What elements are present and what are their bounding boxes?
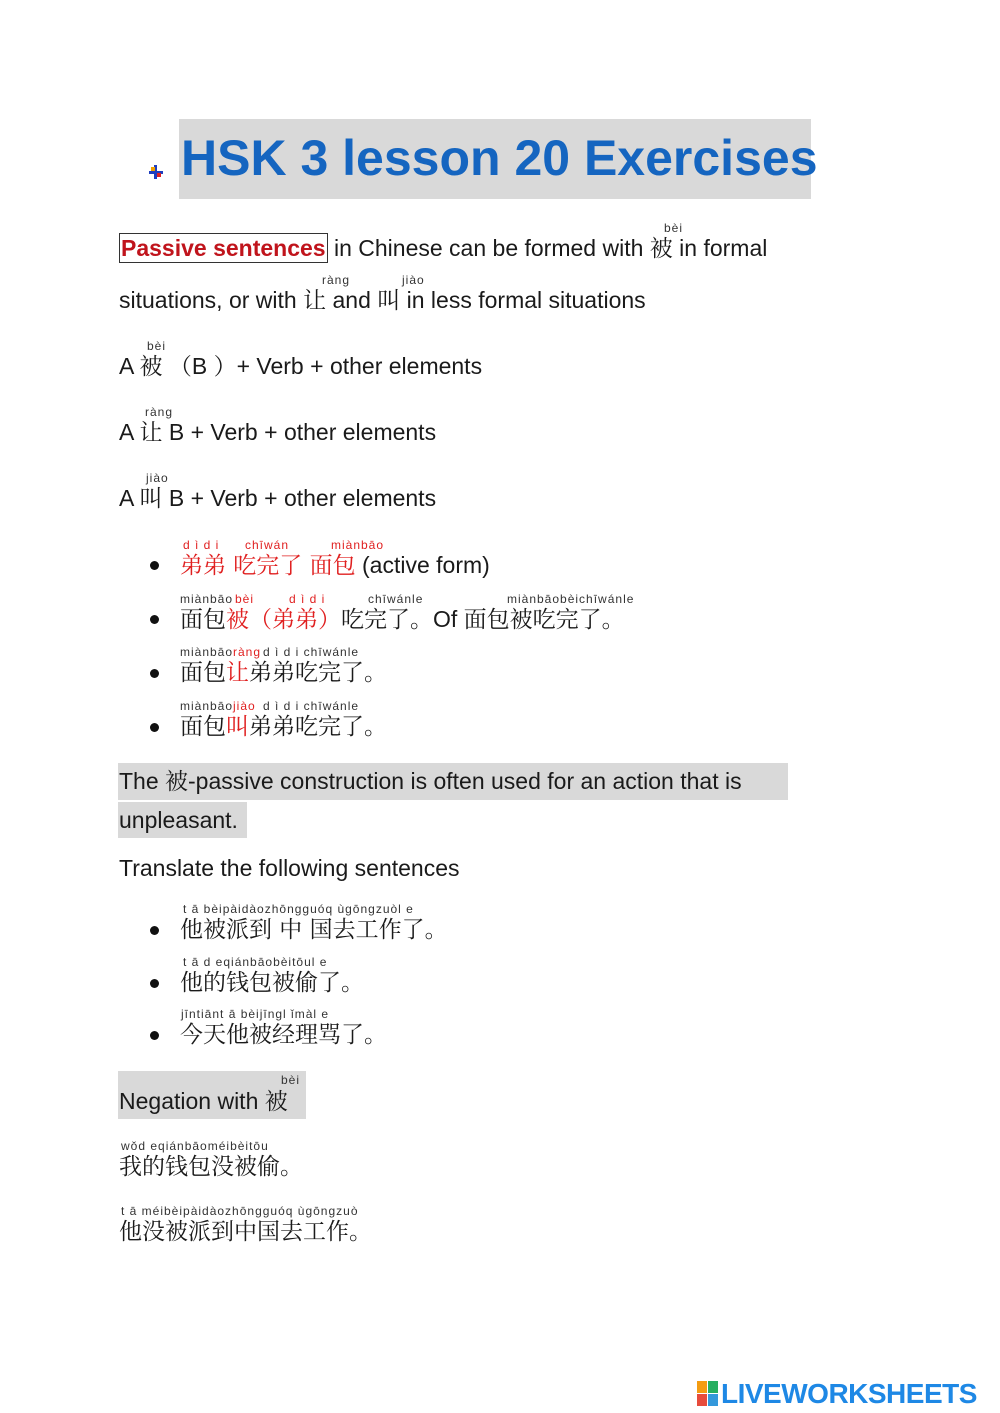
intro-text: and: [326, 287, 378, 313]
pattern-jiao: [119, 483, 436, 514]
bullet: [150, 1031, 159, 1040]
intro-text: in less formal situations: [400, 287, 646, 313]
example-pinyin: chīwán: [245, 538, 290, 552]
negation-sentence: 他没被派到中国去工作。: [119, 1219, 372, 1245]
translate-pinyin: t ā d eqiánbāobèitōul e: [183, 955, 328, 969]
example-seg: 叫: [226, 714, 249, 740]
example-passive-rang: [180, 658, 387, 688]
example-pinyin: miànbāo: [180, 699, 234, 713]
pattern-bei: [119, 351, 482, 382]
pattern-rest: （B ）+ Verb + other elements: [162, 353, 483, 379]
example-pinyin: chīwánle: [368, 592, 424, 606]
bei-char: 被: [649, 236, 673, 262]
intro-text: situations, or with: [119, 287, 304, 313]
negation-sentence-pinyin: t ā méibèipàidàozhōngguóq ùgōngzuò: [121, 1204, 359, 1218]
translate-pinyin: t ā bèipàidàozhōngguóq ùgōngzuòl e: [183, 902, 414, 916]
example-pinyin: d ì d i chīwánle: [263, 645, 360, 659]
example-pinyin: miànbāo: [331, 538, 385, 552]
translate-item: 他被派到 中 国去工作了。: [180, 917, 448, 943]
pattern-prefix: A: [119, 485, 140, 511]
example-seg: 面包: [180, 660, 226, 686]
pattern-pinyin: ràng: [145, 405, 174, 419]
example-pinyin: d ì d i: [289, 592, 326, 606]
example-note: (active form): [355, 552, 490, 578]
pattern-pinyin: jiào: [146, 471, 169, 485]
translate-item: 他的钱包被偷了。: [180, 970, 364, 996]
pattern-char: 叫: [139, 486, 163, 512]
example-seg: Of: [433, 606, 464, 632]
intro-line-2: [119, 285, 646, 316]
bullet: [150, 723, 159, 732]
example-seg: 让: [226, 660, 249, 686]
note-line-1: The 被-passive construction is often used for an action that is: [119, 768, 742, 794]
pattern-char: 让: [139, 420, 163, 446]
example-seg: 面包: [180, 607, 226, 633]
example-pinyin: d ì d i chīwánle: [263, 699, 360, 713]
bullet: [150, 926, 159, 935]
example-pinyin: miànbāo: [180, 592, 234, 606]
intro-line-1: [119, 233, 767, 264]
example-seg: 弟弟吃完了。: [249, 714, 387, 740]
negation-sentence: 我的钱包没被偷。: [119, 1154, 303, 1180]
negation-char: 被: [264, 1089, 288, 1115]
pinyin-bei: bèi: [664, 221, 684, 235]
passive-sentences-label: Passive sentences: [121, 235, 326, 261]
pattern-rang: [119, 417, 436, 448]
translate-item: 今天他被经理骂了。: [180, 1022, 387, 1048]
pattern-rest: B + Verb + other elements: [162, 485, 437, 511]
title-bullet-icon: [147, 163, 165, 181]
example-seg: 弟弟吃完了。: [249, 660, 387, 686]
bullet: [150, 615, 159, 624]
example-seg: 面包被吃完了。: [463, 607, 625, 633]
example-passive-jiao: [180, 712, 387, 742]
intro-text: in Chinese can be formed with: [327, 235, 650, 261]
pattern-prefix: A: [119, 419, 140, 445]
example-pinyin: jiào: [233, 699, 256, 713]
negation-heading: [119, 1086, 288, 1117]
negation-sentence-pinyin: wǒd eqiánbāoméibèitōu: [121, 1139, 269, 1153]
intro-text: in formal: [672, 235, 768, 261]
page-title: HSK 3 lesson 20 Exercises: [181, 130, 818, 186]
translate-heading: Translate the following sentences: [119, 855, 460, 881]
pinyin-rang: ràng: [322, 273, 351, 287]
example-passive-bei: [180, 604, 625, 635]
example-pinyin: ràng: [233, 645, 262, 659]
translate-pinyin: jīntiānt ā bèijīngl ǐmàl e: [181, 1007, 330, 1021]
pinyin-jiao: jiào: [402, 273, 425, 287]
bullet: [150, 561, 159, 570]
bullet: [150, 979, 159, 988]
example-seg: 被（弟弟）: [226, 607, 341, 633]
liveworksheets-logo-text: LIVEWORKSHEETS: [721, 1378, 977, 1409]
example-chinese: 弟弟 吃完了 面包: [180, 553, 356, 579]
example-pinyin: bèi: [235, 592, 255, 606]
pattern-prefix: A: [119, 353, 140, 379]
example-pinyin: d ì d i: [183, 538, 220, 552]
example-seg: 面包: [180, 714, 226, 740]
pattern-pinyin: bèi: [147, 339, 167, 353]
bullet: [150, 669, 159, 678]
rang-char: 让: [303, 288, 327, 314]
pattern-rest: B + Verb + other elements: [162, 419, 437, 445]
negation-pinyin: bèi: [281, 1073, 301, 1087]
pattern-char: 被: [139, 354, 163, 380]
liveworksheets-logo[interactable]: [697, 1377, 977, 1411]
note-line-2: unpleasant.: [119, 807, 238, 833]
example-pinyin: miànbāobèichīwánle: [507, 592, 635, 606]
example-pinyin: miànbāo: [180, 645, 234, 659]
example-active: [180, 550, 490, 581]
jiao-char: 叫: [377, 288, 401, 314]
negation-heading-text: Negation with: [119, 1088, 265, 1114]
example-seg: 吃完了。: [341, 607, 433, 633]
liveworksheets-logo-icon: [697, 1381, 719, 1407]
